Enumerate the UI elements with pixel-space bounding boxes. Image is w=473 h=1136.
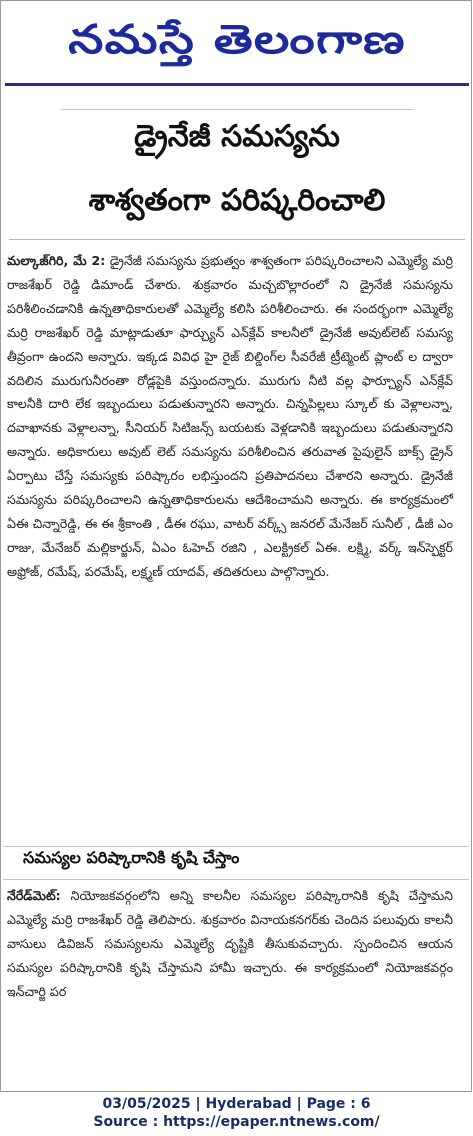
headline-line-1: డ్రైనేజీ సమస్యను	[134, 119, 340, 154]
article-text: నియోజకవర్గంలోని అన్ని కాలనీల సమస్యల పరిష్కారానికి కృషి చేస్తామని ఎమ్మెల్యే మర్రి రాజశేఖర్ రెడ్డి తెలిపారు. శుక్రవారం వినాయకనగర్‌కు చెందిన పలువురు కాలనీ వాసులు డివిజన్ సమస్యలను ఎమ్మెల్యే దృష్టికి తీసుకువచ్చారు. స్పందించిన ఆయన సమస్యల పరిష్కారానికి కృషి చేస్తామని హామీ ఇచ్చారు. ఈ కార్యక్రమంలో నియోజకవర్గం ఇన్‌చార్జి పర	[7, 888, 453, 999]
footer-source-line: Source : https://epaper.ntnews.com/	[93, 1114, 380, 1130]
dateline: నేరేడ్‌మెట్:	[7, 888, 61, 903]
dateline: మల్కాజ్‌గిరి, మే 2:	[7, 253, 106, 268]
headline-line-2: శాశ్వతంగా పరిష్కరించాలి	[88, 183, 386, 218]
article-body-2	[7, 884, 453, 1004]
footer-date-line: 03/05/2025 | Hyderabad | Page : 6	[102, 1096, 371, 1112]
article-text: డ్రైనేజీ సమస్యను ప్రభుత్వం శాశ్వతంగా పరిష్కరించాలని ఎమ్మెల్యే మర్రి రాజశేఖర్ రెడ్డి డిమాండ్ చేశారు. శుక్రవారం మచ్చబొల్లారంలో ని డ్రైనేజీ సమస్యను పరిశీలించడానికి ఉన్నతాధికారులతో ఎమ్మెల్యే కలిసి పరిశీలించారు. ఈ సందర్భంగా ఎమ్మెల్యే మర్రి రాజశేఖర్ రెడ్డి మాట్లాడుతూ ఫార్చ్యున్ ఎన్‌క్లేవ్ కాలనీలో డ్రైనేజీ అవుట్‌లెట్ సమస్య తీవ్రంగా ఉందని అన్నారు. ఇక్కడ వివిధ హై రైజ్ బిల్డింగ్‌ల సీవరేజీ ట్రీట్మెంట్ ప్లాంట్ ల ద్వారా వదిలిన మురుగునీరంతా రోడ్లపైకి వస్తుందన్నారు. మురుగు నీటి వల్ల ఫార్చ్యూన్ ఎన్‌క్లేవ్ కాలనీకి దారి లేక ఇబ్బందులు పడుతున్నారని అన్నారు. చిన్నపిల్లలు స్కూల్ కు వెళ్లాలన్నా, దవాఖానకు వెళ్లాలన్నా, సీనియర్ సిటిజన్స్ బయటకు వెళ్లడానికి ఇబ్బందులు పడుతున్నారని అన్నారు. అధికారులు అవుట్ లెట్ సమస్యను పరిశీలించిన తరువాత పైపులైన్ బాక్స్ డ్రైన్ ఏర్పాటు చేస్తే సమస్యకు పరిష్కారం లభిస్తుందని ప్రతిపాదనలు చేశారని అన్నారు. డ్రైనేజీ సమస్యను పరిష్కరించాలని ఉన్నతాధికారులను ఆదేశించామని అన్నారు. ఈ కార్యక్రమంలో ఏఈ చిన్నారెడ్డి, ఈ ఈ శ్రీకాంతి , డీఈ రఘు, వాటర్ వర్క్స్ జనరల్ మేనేజర్ సునీల్ , డీజీ ఎం రాజు, మేనేజర్ మల్లికార్జున్, ఏఎం ఓహెచ్ రజిని , ఎలక్ట్రికల్ ఏఈ. లక్ష్మి, వర్క్ ఇన్‌స్పెక్టర్ అఫ్రోజ్, రమేష్, పరమేష్, లక్ష్మణ్ యాదవ్, తదితరులు పాల్గొన్నారు.	[7, 253, 453, 579]
subheadline: సమస్యల పరిష్కారానికి కృషి చేస్తాం	[23, 848, 240, 867]
divider	[61, 109, 413, 110]
divider	[3, 879, 469, 880]
masthead	[5, 5, 469, 86]
divider	[3, 846, 469, 847]
article-body	[7, 249, 453, 584]
divider	[9, 239, 465, 240]
masthead-logo: నమస్తే తెలంగాణ	[68, 15, 406, 63]
